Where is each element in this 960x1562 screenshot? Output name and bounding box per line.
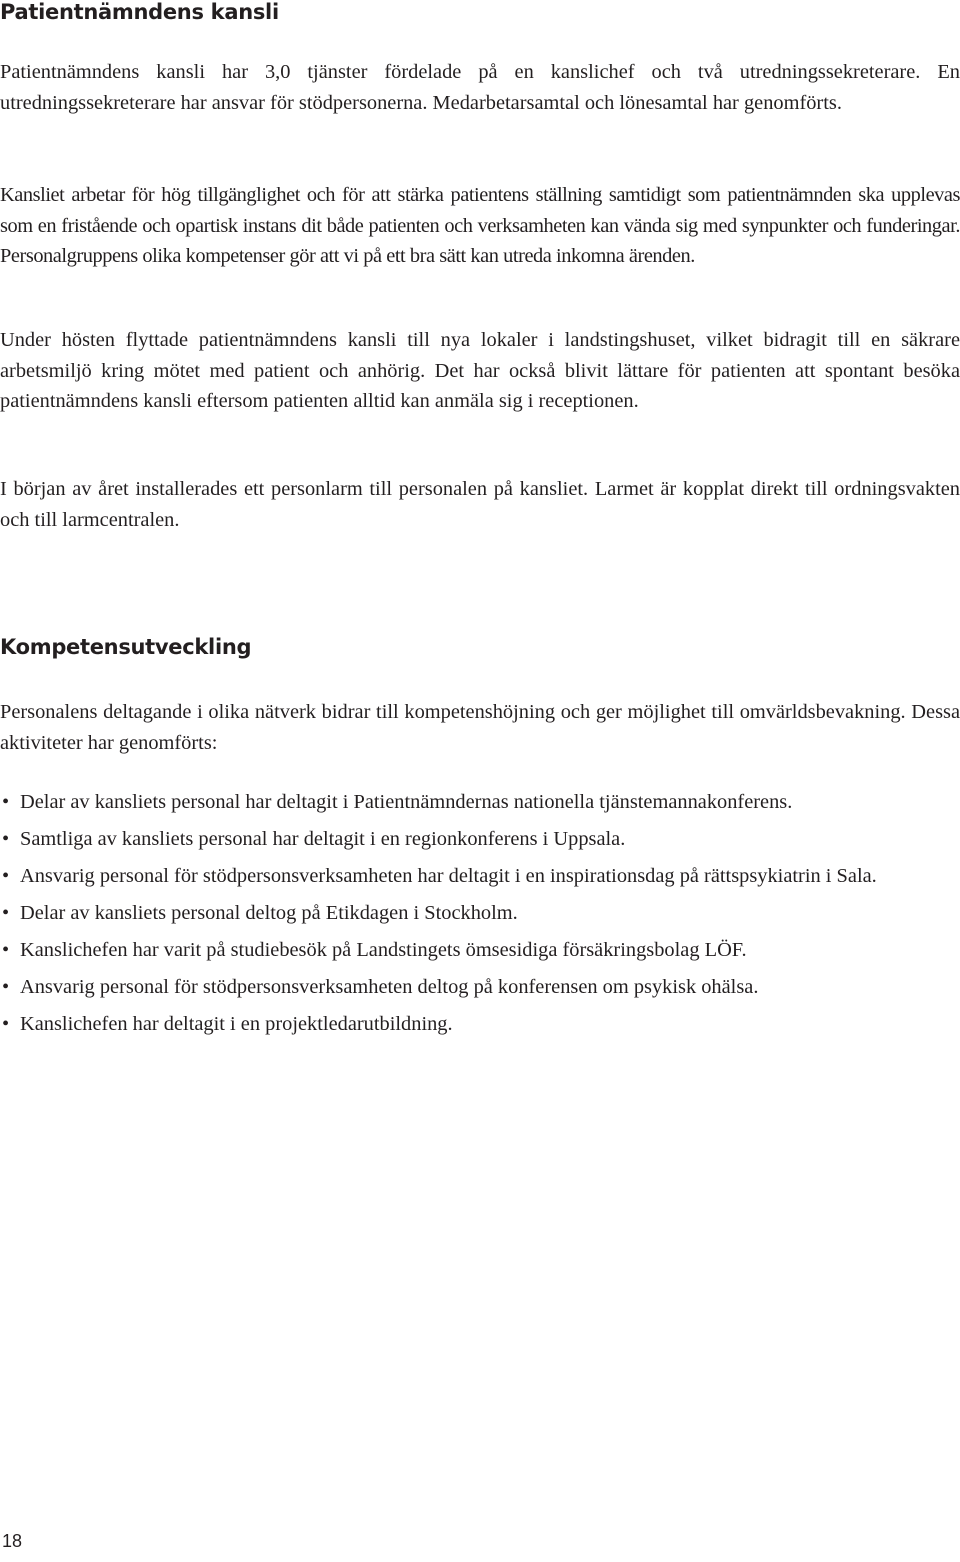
- list-item: [0, 899, 960, 928]
- list-item-text: Ansvarig personal för stödpersonsverksamheten deltog på konferensen om psykisk ohälsa.: [20, 976, 759, 998]
- paragraph-network-intro: Personalens deltagande i olika nätverk bidrar till kompetenshöjning och ger möjlighet till omvärldsbevakning. Dessa aktiviteter har genomförts:: [0, 701, 960, 754]
- activity-list: [0, 788, 960, 1047]
- list-item: [0, 862, 920, 891]
- list-item-text: Ansvarig personal för stödpersonsverksamheten har deltagit i en inspirationsdag på rättspsykiatrin i Sala.: [20, 865, 877, 887]
- section-heading-kompetens: Kompetensutveckling: [0, 635, 252, 659]
- list-item: [0, 1010, 960, 1039]
- list-item-text: Delar av kansliets personal har deltagit i Patientnämndernas nationella tjänstemannakonferens.: [20, 791, 793, 813]
- list-item-text: Delar av kansliets personal deltog på Etikdagen i Stockholm.: [20, 902, 518, 924]
- list-item: [0, 788, 960, 817]
- bullet-icon: •: [2, 1013, 10, 1035]
- paragraph-alarm: I början av året installerades ett personlarm till personalen på kansliet. Larmet är kopplat direkt till ordningsvakten och till larmcentralen.: [0, 478, 960, 531]
- paragraph-staffing: Patientnämndens kansli har 3,0 tjänster fördelade på en kanslichef och två utredningssekreterare. En utredningssekreterare har ansvar för stödpersonerna. Medarbetarsamtal och lönesamtal har genomförts.: [0, 61, 960, 114]
- list-item: [0, 936, 960, 965]
- list-item-text: Kanslichefen har deltagit i en projektledarutbildning.: [20, 1013, 453, 1035]
- bullet-icon: •: [2, 828, 10, 850]
- list-item-text: Kanslichefen har varit på studiebesök på Landstingets ömsesidiga försäkringsbolag LÖF.: [20, 939, 747, 961]
- bullet-icon: •: [2, 902, 10, 924]
- paragraph-accessibility: Kansliet arbetar för hög tillgänglighet och för att stärka patientens ställning samtidigt som patientnämnden ska upplevas som en fristående och opartisk instans dit både patienten och verksamheten kan vända sig med synpunkter och funderingar. Personalgruppens olika kompetenser gör att vi på ett bra sätt kan utreda inkomna ärenden.: [0, 184, 960, 268]
- bullet-icon: •: [2, 939, 10, 961]
- section-heading-kansli: Patientnämndens kansli: [0, 0, 279, 24]
- page-number: 18: [2, 1531, 23, 1551]
- bullet-icon: •: [2, 791, 10, 813]
- list-item-text: Samtliga av kansliets personal har deltagit i en regionkonferens i Uppsala.: [20, 828, 626, 850]
- paragraph-relocation: Under hösten flyttade patientnämndens kansli till nya lokaler i landstingshuset, vilket bidragit till en säkrare arbetsmiljö kring mötet med patient och anhörig. Det har också blivit lättare för patienten att spontant besöka patientnämndens kansli eftersom patienten alltid kan anmäla sig i receptionen.: [0, 329, 960, 413]
- list-item: [0, 825, 960, 854]
- list-item: [0, 973, 960, 1002]
- bullet-icon: •: [2, 865, 10, 887]
- bullet-icon: •: [2, 976, 10, 998]
